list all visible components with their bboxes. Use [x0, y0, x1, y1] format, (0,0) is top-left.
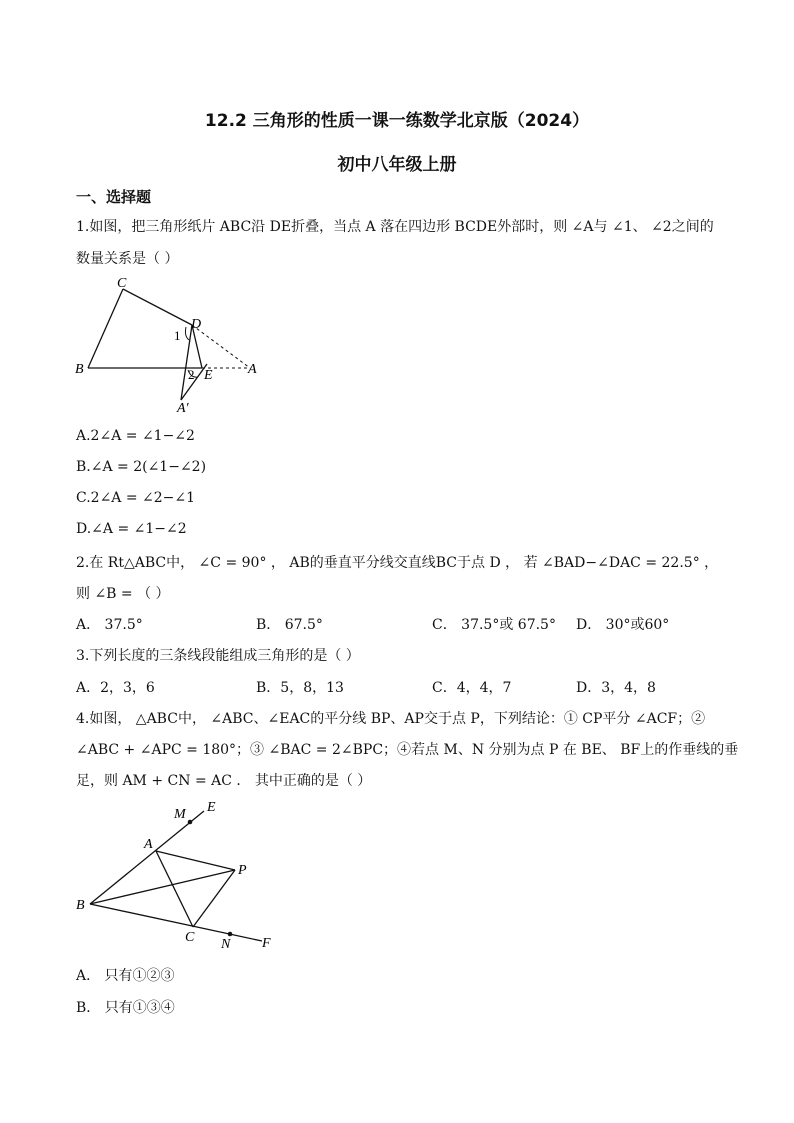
q2-option-a: A． 37.5°: [76, 617, 143, 633]
q2-option-b: B． 67.5°: [256, 617, 323, 633]
q1-option-a: A.2∠A = ∠1−∠2: [76, 428, 195, 444]
q1-label-A: A: [248, 362, 257, 377]
q4-label-N: N: [221, 937, 231, 952]
q1-stem-line1: 1.如图，把三角形纸片 ABC沿 DE折叠，当点 A 落在四边形 BCDE外部时，则 ∠A与 ∠1、 ∠2之间的: [76, 219, 714, 235]
doc-subtitle: 初中八年级上册: [337, 155, 457, 175]
q1-label-C: C: [117, 276, 127, 291]
q1-label-D: D: [191, 317, 202, 332]
q4-label-E: E: [207, 800, 216, 815]
q3-option-a: A．2，3，6: [76, 680, 155, 696]
q2-option-d: D． 30°或60°: [576, 617, 670, 633]
q1-angle1-arc: [185, 327, 189, 340]
q1-stem-line2: 数量关系是（ ）: [76, 251, 179, 267]
q4-seg-AC: [156, 851, 193, 927]
q1-option-c: C.2∠A = ∠2−∠1: [76, 490, 196, 506]
q4-label-F: F: [262, 936, 271, 951]
q4-stem-line3: 足，则 AM + CN = AC ． 其中正确的是（ ）: [76, 773, 372, 789]
q4-figure: [70, 796, 285, 958]
q1-label-A-prime: A′: [177, 401, 189, 416]
q4-point-M: [188, 820, 193, 825]
q1-figure: [70, 272, 270, 417]
section-heading: 一、选择题: [76, 188, 152, 206]
q1-seg-BC: [88, 289, 123, 368]
q1-label-2: 2: [188, 367, 195, 382]
q1-label-B: B: [75, 362, 84, 377]
q4-point-N: [228, 932, 233, 937]
q3-option-b: B．5，8，13: [256, 680, 344, 696]
q1-option-d: D.∠A = ∠1−∠2: [76, 521, 187, 537]
q4-label-A: A: [144, 837, 153, 852]
q4-label-P: P: [238, 863, 247, 878]
q1-label-1: 1: [174, 328, 181, 343]
q1-option-b: B.∠A = 2(∠1−∠2): [76, 459, 207, 475]
q4-option-b: B． 只有①③④: [76, 1000, 175, 1016]
q4-ray-BF: [90, 904, 262, 941]
q2-option-c: C． 37.5°或 67.5°: [432, 617, 556, 633]
q4-label-C: C: [185, 930, 195, 945]
q2-stem-line1: 2.在 Rt△ABC中， ∠C = 90° ， AB的垂直平分线交直线BC于点 D ， 若 ∠BAD−∠DAC = 22.5° ，: [76, 555, 719, 571]
doc-title: 12.2 三角形的性质一课一练数学北京版（2024）: [204, 111, 590, 131]
q2-stem-line2: 则 ∠B = （ ）: [76, 586, 170, 602]
q4-option-a: A． 只有①②③: [76, 968, 175, 984]
q4-stem-line1: 4.如图， △ABC中， ∠ABC、∠EAC的平分线 BP、AP交于点 P，下列结论：① CP平分 ∠ACF；②: [76, 711, 706, 727]
q1-label-E: E: [204, 368, 213, 383]
q4-stem-line2: ∠ABC + ∠APC = 180°；③ ∠BAC = 2∠BPC；④若点 M、N 分别为点 P 在 BE、 BF上的作垂线的垂: [76, 742, 739, 758]
q4-seg-AP: [156, 851, 235, 870]
q4-label-B: B: [76, 898, 85, 913]
q3-option-d: D．3，4，8: [576, 680, 656, 696]
q3-option-c: C．4，4，7: [432, 680, 512, 696]
q3-stem-line1: 3.下列长度的三条线段能组成三角形的是（ ）: [76, 648, 360, 664]
q4-label-M: M: [174, 807, 186, 822]
q1-seg-CD: [123, 289, 192, 325]
